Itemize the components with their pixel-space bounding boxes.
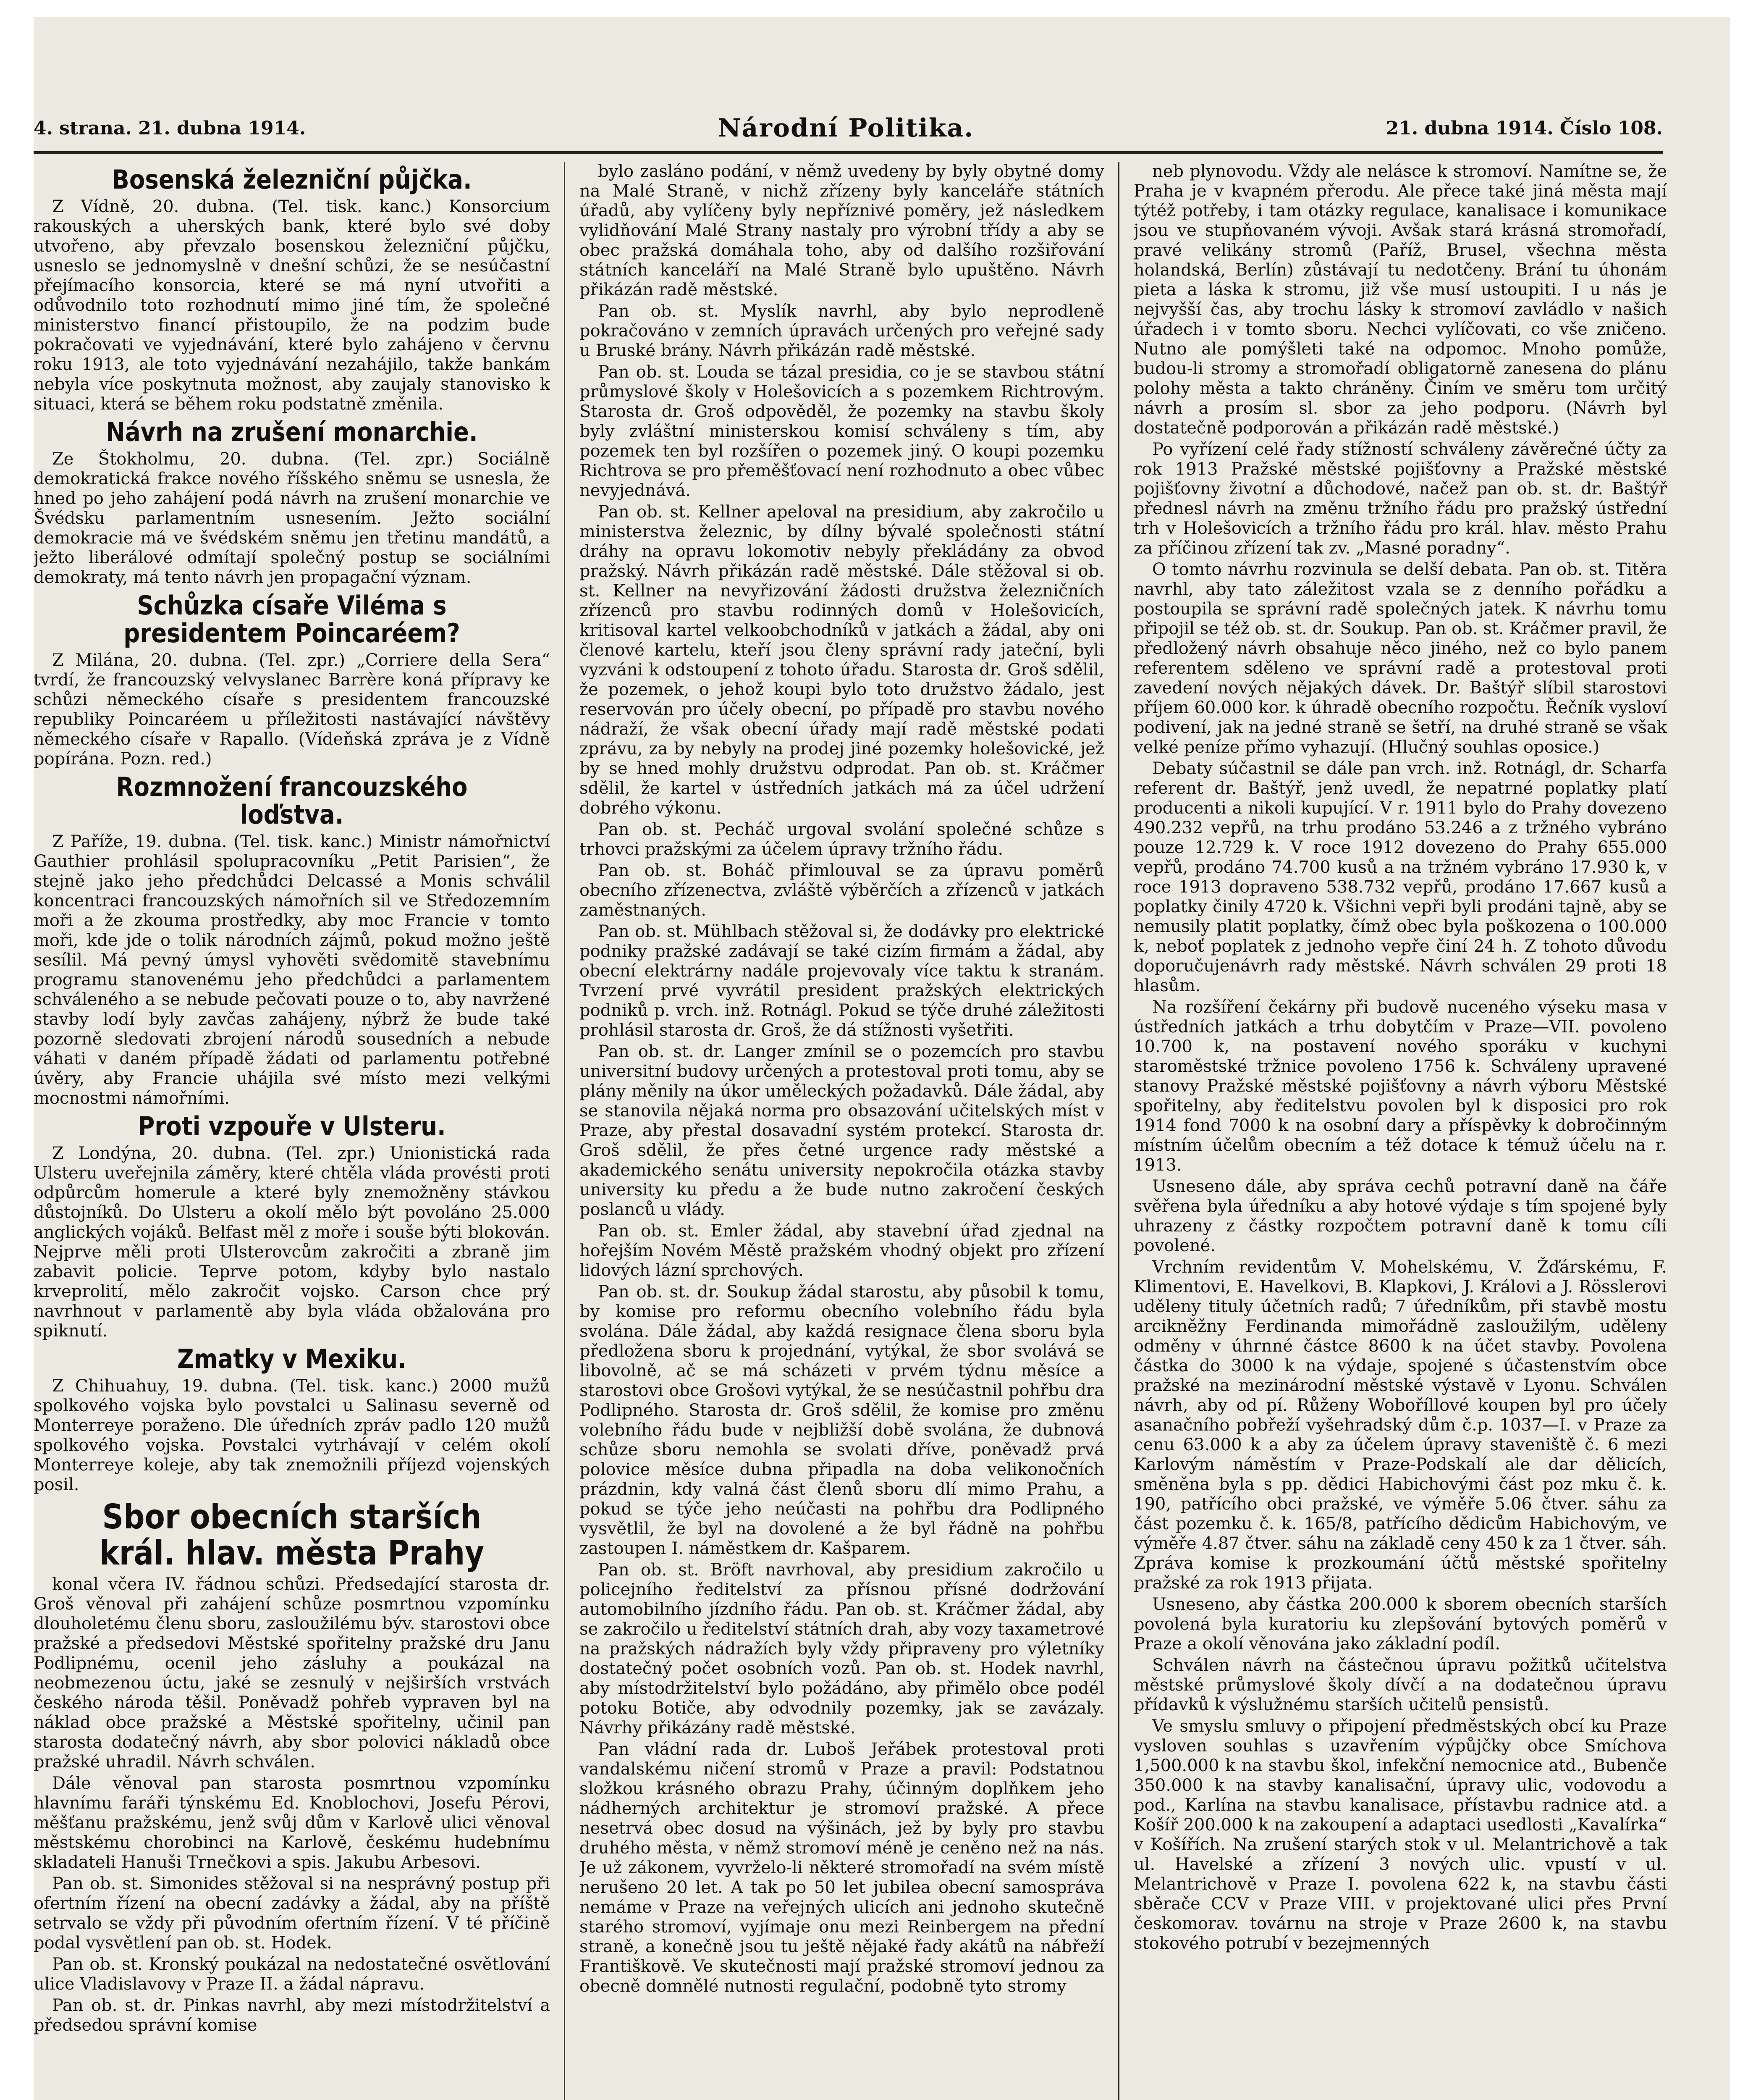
article-body: Pan ob. st. Pecháč urgoval svolání společné schůze s trhovci pražskými za účelem úpravy tržního řádu. (579, 820, 1104, 859)
article-body: Z Londýna, 20. dubna. (Tel. zpr.) Unionistická rada Ulsteru uveřejnila záměry, které chtěla vláda provésti proti odpůrcům homerule a které byly znemožněny stávkou důstojníků. Do Ulsteru a okolí mělo být povoláno 25.000 anglických vojáků. Belfast měl z moře i souše býti blokován. Nejprve měli proti Ulsterovcům zakročiti a zbraně jim zabavit policie. Teprve potom, kdyby bylo nastalo krveprolití, mělo zakročit vojsko. Carson chce prý navrhnout v parlamentě aby byla vláda obžalována pro spiknutí. (34, 1144, 550, 1341)
column-1 (34, 162, 550, 2100)
article-body: Pan vládní rada dr. Luboš Jeřábek protestoval proti vandalskému ničení stromů v Praze a pravil: Podstatnou složkou krásného obrazu Prahy, účinným doplňkem jeho nádherných architektur je stromoví pražské. A přece nesetrvá obec dosud na výšinách, jež by byly pro stavbu druhého města, v němž stromoví méně je ceněno než na nás. Je už zákonem, vyvrželo-li některé stromořadí na svém místě nerušeno 20 let. A tak po 50 let jubilea obecní samospráva nemáme v Praze na veřejných ulicích ani jednoho skutečně starého stromoví, vyjímaje onu mezi Reinbergem na přední straně, a konečně jsou tu ještě nějaké řady akátů na nábřeží Františkově. Ve skutečnosti mají pražské stromoví jednou za obecně domnělé nutnosti regulační, podobně tyto stromy (579, 1740, 1104, 1996)
article-body: Usneseno dále, aby správa cechů potravní daně na čáře svěřena byla úředníku a aby hotové výdaje s tím spojené byly uhrazeny z částky rozpočtem potravní daně k tomu cíli povolené. (1134, 1177, 1667, 1255)
article-body: Usneseno, aby částka 200.000 k sborem obecních starších povolená byla kuratoriu ku zlepšování bytových poměrů v Praze a okolí věnována jako základní podíl. (1134, 1595, 1667, 1654)
article-body: Pan ob. st. Bröft navrhoval, aby presidium zakročilo u policejního ředitelství za přísnou přísné dodržování automobilního jízdního řádu. Pan ob. st. Kráčmer žádal, aby se zakročilo u ředitelství státních drah, aby vozy taxametrové na pražských nádražích byly vždy připraveny pro výletníky dostatečný počet osobních vozů. Pan ob. st. Hodek navrhl, aby místodržitelství bylo požádáno, aby přimělo obce podél potoku Botiče, aby odvodnily pozemky, jak se zavázaly. Návrhy přikázány radě městské. (579, 1560, 1104, 1738)
article-title: Proti vzpouře v Ulsteru. (138, 1111, 446, 1142)
article-title: Rozmnožení francouzského loďstva. (116, 772, 468, 830)
article-body: Pan ob. st. dr. Soukup žádal starostu, aby působil k tomu, by komise pro reformu obecního volebního řádu byla svolána. Dále žádal, aby každá resignace člena sboru byla předložena sboru k projednání, vytýkal, že sbor svolává se libovolně, ač se má scházeti v prvém týdnu měsíce a starostovi obce Grošovi vytýkal, že se nesúčastnil pohřbu dra Podlipného. Starosta dr. Groš sdělil, že komise pro změnu volebního řádu bude v nejbližší době svolána, že dubnová schůze sboru nemohla se svolati dříve, poněvadž prvá polovice měsíce dubna připadla na doba velikonočních prázdnin, kdy valná část členů sboru dlí mimo Prahu, a pokud se týče jeho neúčasti na pohřbu dra Podlipného vysvětlil, že byl na dovolené a že byl řádně na pohřbu zastoupen I. náměstkem dr. Kašparem. (579, 1282, 1104, 1558)
article-body: Ve smyslu smluvy o připojení předměstských obcí ku Praze vysloven souhlas s uzavřením výpůjčky obce Smíchova 1,500.000 k na stavbu škol, infekční nemocnice atd., Bubenče 350.000 k na stavby kanalisační, úpravy ulic, vodovodu a pod., Karlína na stavbu kanalisace, přístavbu radnice atd. a Košíř 200.000 k na zakoupení a adaptaci usedlosti „Kavalírka“ v Košířích. Na zrušení starých stok v ul. Melantrichově a tak ul. Havelské a zřízení 3 nových ulic. vpustí v ul. Melantrichově v Praze I. povolena 622 k, na stavbu části sběrače CCV v Praze VIII. v projektované ulici přes První českomorav. továrnu na stroje v Praze 2600 k, na stavbu stokového potrubí v bezejmenných (1134, 1717, 1667, 1953)
issue-date-number: 21. dubna 1914. Číslo 108. (1386, 117, 1663, 139)
article-body: Na rozšíření čekárny při budově nuceného výseku masa v ústředních jatkách a trhu dobytčím v Praze—VII. povoleno 10.700 k, na postavení nového sporáku v kuchyni staroměstské tržnice povoleno 1756 k. Schváleny upravené stanovy Pražské městské pojišťovny a návrh výboru Městské spořitelny, aby ředitelstvu povolen byl k disposici pro rok 1914 fond 7000 k na osobní dary a příspěvky k dobročinným místním účelům obecním a též dotace k témuž účelu na r. 1913. (1134, 998, 1667, 1175)
article-body: Pan ob. st. Louda se tázal presidia, co je se stavbou státní průmyslové školy v Holešovicích a s pozemkem Richtrovým. Starosta dr. Groš odpověděl, že pozemky na stavbu školy byly zvláštní ministerskou komisí schváleny s tím, aby pozemek ten byl rozšířen o pozemek jiný. O koupi pozemku Richtrova se pro přeměšťovací není rozhodnuto a obec vůbec nevyjednává. (579, 362, 1104, 500)
article-body: Pan ob. st. Emler žádal, aby stavební úřad zjednal na hořejším Novém Městě pražském vhodný objekt pro zřízení lidových lázní sprchových. (579, 1221, 1104, 1280)
article-body: Debaty súčastnil se dále pan vrch. inž. Rotnágl, dr. Scharfa referent dr. Baštýř, jenž uvedl, že nepatrné poplatky platí producenti a nikoli kupující. V r. 1911 bylo do Prahy dovezeno 490.232 vepřů, na trhu prodáno 53.246 a z tržného vybráno pouze 12.729 k. V roce 1912 dovezeno do Prahy 655.000 vepřů, prodáno 74.700 kusů a na tržném vybráno 17.930 k, v roce 1913 dopraveno 538.732 vepřů, prodáno 17.667 kusů a poplatky činily 4720 k. Všichni vepři byli prodáni tajně, aby se nemusily platit poplatky, čímž obec byla poškozena o 100.000 k, neboť poplatek z jednoho vepře činí 24 h. Z tohoto důvodu doporučujenávrh rady městské. Návrh schválen 29 proti 18 hlasům. (1134, 759, 1667, 995)
article-body: Dále věnoval pan starosta posmrtnou vzpomínku hlavnímu faráři týnskému Ed. Knoblochovi, Josefu Pérovi, měšťanu pražskému, jenž svůj dům v Karlově ulici věnoval městskému chorobinci na Karlově, českému hudebnímu skladateli Hanuši Trnečkovi a spis. Jakubu Arbesovi. (34, 1774, 550, 1872)
article-body: neb plynovodu. Vždy ale nelásce k stromoví. Namítne se, že Praha je v kvapném přerodu. Ale přece také jiná města mají týtéž potřeby, i tam otázky regulace, kanalisace i komunikace jsou ve stupňovaném vývoji. Avšak stará krásná stromořadí, pravé velikány stromů (Paříž, Brusel, všechna města holandská, Berlín) zůstávají tu nedotčeny. Brání tu úhonám pieta a láska k stromu, již vše musí ustoupiti. I u nás je nejvyšší čas, aby trochu lásky k stromoví zavládlo v našich úřadech i v tomto sboru. Nechci vylíčovati, co vše zničeno. Nutno ale pomýšleti také na odpomoc. Mnoho pomůže, budou-li stromy a stromořadí obligatorně zanesena do plánu polohy města a takto chráněny. Činím ve směru tom určitý návrh a prosím sl. sbor za jeho podporu. (Návrh byl dostatečně podporován a přikázán radě městské.) (1134, 162, 1667, 438)
article-body: Ze Štokholmu, 20. dubna. (Tel. zpr.) Sociálně demokratická frakce nového říšského sněmu se usnesla, že hned po jeho zahájení podá návrh na zrušení monarchie ve Švédsku parlamentním usnesením. Ježto sociální demokracie má ve švédském sněmu jen třetinu mandátů, a ježto liberálové odmítají společný postup se sociálními demokraty, má tento návrh jen propagační význam. (34, 449, 550, 587)
article-title: Zmatky v Mexiku. (177, 1344, 406, 1374)
article-body: Pan ob. st. dr. Langer zmínil se o pozemcích pro stavbu universitní budovy určených a protestoval proti tomu, aby se plány měnily na úkor uměleckých požadavků. Dále žádal, aby se stanovila nějaká norma pro obsazování učitelských míst v Praze, aby přestal dosavadní systém protekcí. Starosta dr. Groš sdělil, že přes četné urgence rady městské a akademického senátu university nepokročila otázka stavby university ku předu a že bude nutno zakročení českých poslanců u vlády. (579, 1042, 1104, 1219)
article-body: Schválen návrh na částečnou úpravu požitků učitelstva městské průmyslové školy dívčí a na dodatečnou úpravu přídavků k výslužnému starších učitelů pensistů. (1134, 1656, 1667, 1714)
article-body: Pan ob. st. Simonides stěžoval si na nesprávný postup při ofertním řízení na obecní zadávky a žádal, aby na příště setrvalo se vždy při původním ofertním řízení. V té příčině podal vysvětlení pan ob. st. Hodek. (34, 1874, 550, 1953)
article-body: konal včera IV. řádnou schůzi. Předsedající starosta dr. Groš věnoval při zahájení schůze posmrtnou vzpomínku dlouholetému členu sboru, zasloužilému býv. starostovi obce pražské a předsedovi Městské spořitelny pražské dru Janu Podlipnému, ocenil jeho zásluhy a poukázal na neobmezenou úctu, jaké se zesnulý v nejširších vrstvách českého národa těšil. Poněvadž pohřeb vypraven byl na náklad obce pražské a Městské spořitelny, učinil pan starosta dodatečný návrh, aby sbor polovici nákladů obce pražské uhradil. Návrh schválen. (34, 1575, 550, 1772)
column-2 (579, 162, 1104, 2100)
column-divider-2 (1118, 162, 1119, 2100)
article-body: Pan ob. st. Boháč přimlouval se za úpravu poměrů obecního zřízenectva, zvláště výběrčích a zřízenců v jatkách zaměstnaných. (579, 861, 1104, 920)
article-body: Z Paříže, 19. dubna. (Tel. tisk. kanc.) Ministr námořnictví Gauthier prohlásil spolupracovníku „Petit Parisien“, že stejně jako jeho předchůdci Delcassé a Monis schválil koncentraci francouzských námořních sil ve Středozemním moři a že zkouma prostředky, aby moc Francie v tomto moři, kde jde o tolik národních zájmů, pokud možno ještě sesílil. Má pevný úmysl vyhověti svědomitě stavebnímu programu stanovenému jeho předchůdci a parlamentem schváleného a se nebude pečovati pouze o to, aby navržené stavby lodí byly zavčas zahájeny, nýbrž že bude také pozorně sledovati zbrojení národů sousedních a nebude váhati v daném případě žádati od parlamentu potřebné úvěry, aby Francie uhájila své místo mezi velkými mocnostmi námořními. (34, 832, 550, 1108)
article-body: Po vyřízení celé řady stížností schváleny závěrečné účty za rok 1913 Pražské městské pojišťovny a Pražské městské pojišťovny životní a důchodové, načež pan ob. st. dr. Baštýř přednesl návrh na změnu tržního řádu pro pražský ústřední trh v Holešovicích a tržního řádu pro král. hlav. město Prahu za příčinou zřízení tak zv. „Masné poradny“. (1134, 440, 1667, 558)
article-title: Návrh na zrušení monarchie. (106, 417, 478, 447)
article-body: Z Chihuahuy, 19. dubna. (Tel. tisk. kanc.) 2000 mužů spolkového vojska bylo povstalci u Salinasu severně od Monterreye poraženo. Dle úředních zpráv padlo 120 mužů spolkového vojska. Povstalci vytrhávají v celém okolí Monterreye koleje, aby tak znemožnili příjezd vojenských posil. (34, 1376, 550, 1494)
article-body: O tomto návrhu rozvinula se delší debata. Pan ob. st. Titěra navrhl, aby tato záležitost vzala se z denního pořádku a postoupila se správní radě společných jatek. K návrhu tomu připojil se též ob. st. dr. Soukup. Pan ob. st. Kráčmer pravil, že předložený návrh obsahuje něco jiného, než co bylo panem referentem sděleno ve správní radě a protestoval proti zavedení nových nějakých dávek. Dr. Baštýř slíbil starostovi příjem 60.000 kor. k úhradě obecního rozpočtu. Řečník vysloví podivení, jak na jedné straně se šetří, na druhé straně se však velké peníze přímo vyhazují. (Hlučný souhlas oposice.) (1134, 560, 1667, 757)
article-title: Schůzka císaře Viléma s presidentem Poincaréem? (123, 590, 460, 648)
article-title: Bosenská železniční půjčka. (112, 164, 472, 195)
article-body: Pan ob. st. dr. Pinkas navrhl, aby mezi místodržitelství a předsedou správní komise (34, 1996, 550, 2035)
column-divider-1 (564, 162, 565, 2100)
page-number-date: 4. strana. 21. dubna 1914. (34, 117, 306, 139)
article-body: Pan ob. st. Kellner apeloval na presidium, aby zakročilo u ministerstva železnic, by dílny bývalé společnosti státní dráhy na opravu lokomotiv nebyly překládány za obvod pražský. Návrh přikázán radě městské. Dále stěžoval si ob. st. Kellner na nevyřizování žádosti družstva železničních zřízenců pro stavbu rodinných domů v Holešovicích, kritisoval kartel velkoobchodníků v jatkách a žádal, aby oni členové kartelu, kteří jsou členy správní rady jateční, byli vyzváni k odstoupení z tohoto úřadu. Starosta dr. Groš sdělil, že pozemek, o jehož koupi bylo toto družstvo žádalo, jest reservován pro účely obecní, po případě pro stavbu nového nádraží, že však obecní úřady mají radě městské podati zprávu, za by nebyly na prodej jiné pozemky holešovické, jež by se hned mohly družstvu odprodat. Pan ob. st. Kráčmer sdělil, že kartel v ústředních jatkách má za účel udržení dobrého výkonu. (579, 502, 1104, 818)
article-body: Z Milána, 20. dubna. (Tel. zpr.) „Corriere della Sera“ tvrdí, že francouzský velvyslanec Barrère koná přípravy ke schůzi německého císaře s presidentem francouzské republiky Poincaréem u příležitosti nastávající návštěvy německého císaře v Rapallo. (Vídeňská zpráva je z Vídně popírána. Pozn. red.) (34, 651, 550, 769)
article-body: Pan ob. st. Kronský poukázal na nedostatečné osvětlování ulice Vladislavovy v Praze II. a žádal nápravu. (34, 1955, 550, 1994)
newspaper-title: Národní Politika. (718, 113, 974, 143)
article-body: Pan ob. st. Myslík navrhl, aby bylo neprodleně pokračováno v zemních úpravách určených pro veřejné sady u Bruské brány. Návrh přikázán radě městské. (579, 302, 1104, 360)
column-3 (1134, 162, 1667, 2100)
article-title: Sbor obecních starších král. hlav. města Prahy (99, 1497, 485, 1572)
article-body: Vrchním revidentům V. Mohelskému, V. Žďárskému, F. Klimentovi, E. Havelkovi, B. Klapkovi, J. Královi a J. Rösslerovi uděleny tituly účetních radů; 7 úředníkům, při stavbě mostu arcikněžny Ferdinanda mimořádně zasloužilým, uděleny odměny v úhrnné částce 8600 k na účet stavby. Povolena částka do 3000 k na výdaje, spojené s účastenstvím obce pražské na mezinárodní městské výstavě v Lyonu. Schválen návrh, aby od pí. Růženy Woboříllové koupen byl pro účely asanačního pobřeží vyšehradský dům č.p. 1037—I. v Praze za cenu 63.000 k a aby za účelem úpravy staveniště č. 6 mezi Karlovým náměstím v Praze-Podskalí ale dar dělicích, směněna byla s pp. dědici Habichovými část poz mku č. k. 190, patřícího obci pražské, ve výměře 5.06 čtver. sáhu za část pozemku č. k. 165/8, patřícího dědicům Habichovým, ve výměře 4.87 čtver. sáhu na základě ceny 450 k za 1 čtver. sáh. Zpráva komise k prozkoumání účtů městské spořitelny pražské za rok 1913 přijata. (1134, 1257, 1667, 1593)
article-body: Pan ob. st. Mühlbach stěžoval si, že dodávky pro elektrické podniky pražské zadávají se také cizím firmám a žádal, aby obecní elektrárny nadále projevovaly více taktu k stranám. Tvrzení prvé vyvrátil president pražských elektrických podniků p. vrch. inž. Rotnágl. Pokud se týče druhé záležitosti prohlásil starosta dr. Groš, že dá stížnosti vyšetřiti. (579, 922, 1104, 1040)
masthead (34, 105, 1663, 154)
article-body: bylo zasláno podání, v němž uvedeny by byly obytné domy na Malé Straně, v nichž zřízeny byly kanceláře státních úřadů, aby vylíčeny byly nepříznivé poměry, jež následkem vylidňování Malé Strany nastaly pro výrobní třídy a aby se obec pražská domáhala toho, aby od dalšího rozšiřování státních kanceláří na Malé Straně bylo upuštěno. Návrh přikázán radě městské. (579, 162, 1104, 299)
article-body: Z Vídně, 20. dubna. (Tel. tisk. kanc.) Konsorcium rakouských a uherských bank, které bylo své doby utvořeno, aby převzalo bosenskou železniční půjčku, usneslo se jednomyslně v dnešní schůzi, že se nesúčastní přejímacího konsorcia, které se má nyní utvořiti a odůvodnilo toto rozhodnutí mimo jiné tím, že společné ministerstvo financí přistoupilo, že na podzim bude pokračovati ve vyjednávání, které bylo zahájeno v červnu roku 1913, ale toto vyjednávání nezahájilo, takže bankám nebyla více poskytnuta možnost, aby zaujaly stanovisko k situaci, která se během roku podstatně změnila. (34, 197, 550, 414)
